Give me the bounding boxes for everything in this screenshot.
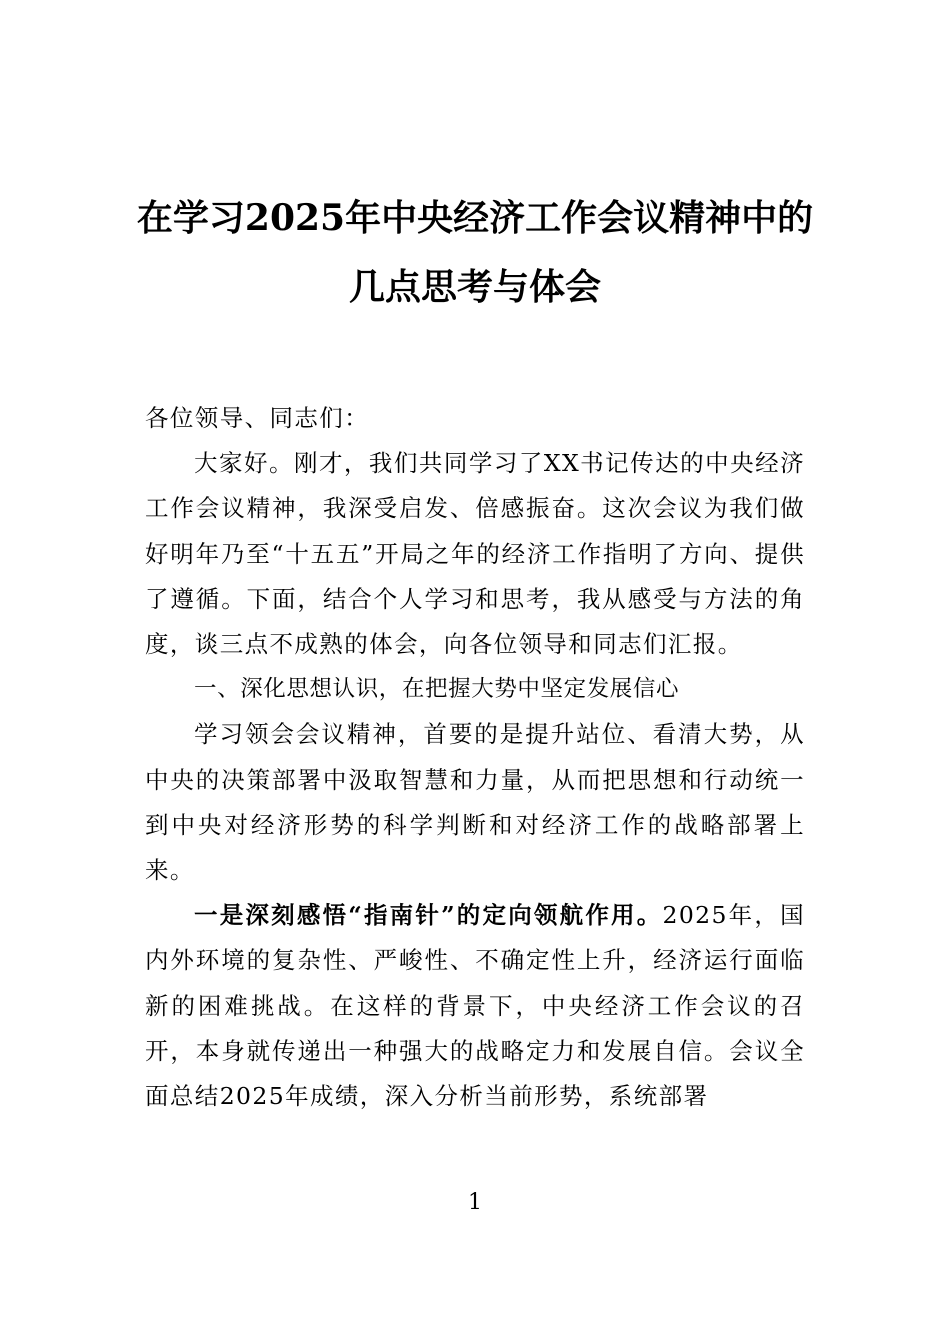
salutation: 各位领导、同志们： xyxy=(145,404,370,432)
document-title-line-1: 在学习2025年中央经济工作会议精神中的 xyxy=(136,197,814,239)
page-number: 1 xyxy=(468,1190,482,1215)
section-1-paragraph: 学习领会会议精神，首要的是提升站位、看清大势，从中央的决策部署中汲取智慧和力量，从而把思想和行动统一到中央对经济形势的科学判断和对经济工作的战略部署上来。 xyxy=(145,720,805,885)
intro-paragraph: 大家好。刚才，我们共同学习了XX书记传达的中央经济工作会议精神，我深受启发、倍感振奋。这次会议为我们做好明年乃至“十五五”开局之年的经济工作指明了方向、提供了遵循。下面，结合个人学习和思考，我从感受与方法的角度，谈三点不成熟的体会，向各位领导和同志们汇报。 xyxy=(145,449,805,659)
point-1-lead: 一是深刻感悟“指南针”的定向领航作用。 xyxy=(194,901,663,930)
point-1-text: 2025年，国内外环境的复杂性、严峻性、不确定性上升，经济运行面临新的困难挑战。在这样的背景下，中央经济工作会议的召开，本身就传递出一种强大的战略定力和发展自信。会议全面总结2025年成绩，深入分析当前形势，系统部署 xyxy=(145,901,805,1111)
section-1-heading: 一、深化思想认识，在把握大势中坚定发展信心 xyxy=(194,676,680,703)
document-title-line-2: 几点思考与体会 xyxy=(348,266,601,308)
document-body xyxy=(145,396,805,1119)
point-1-paragraph xyxy=(145,893,805,1119)
